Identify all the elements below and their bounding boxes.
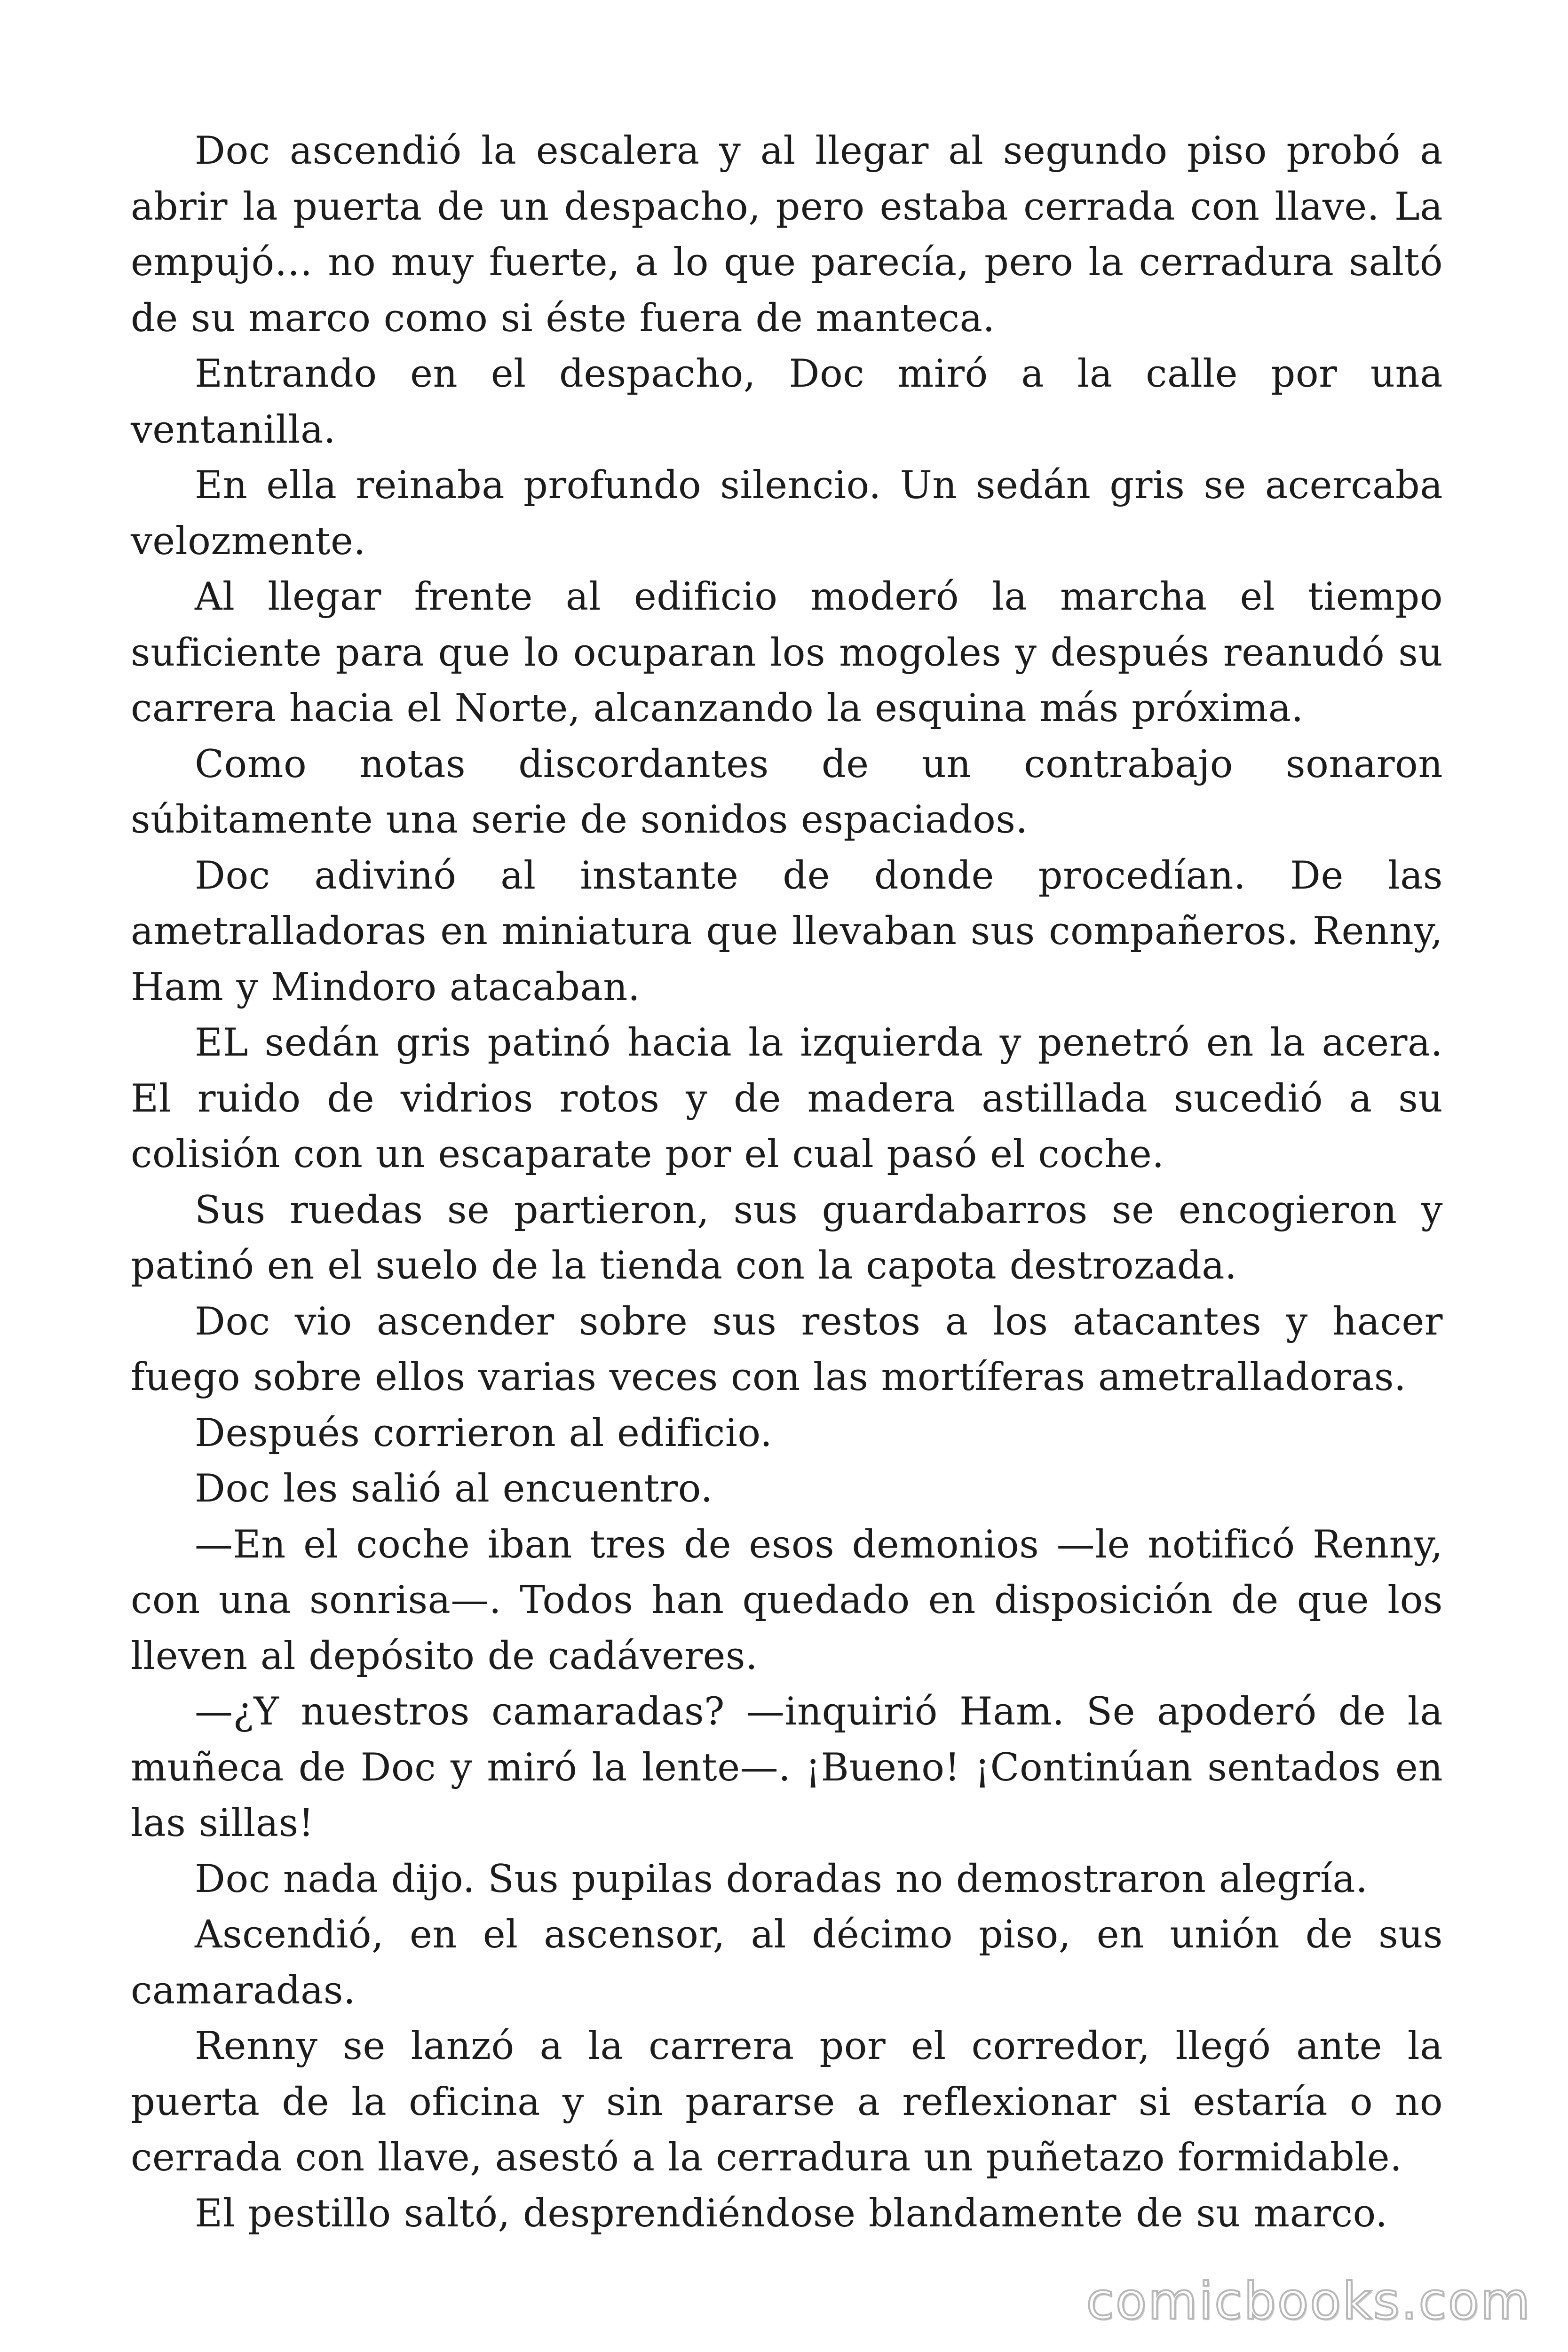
page-text — [131, 123, 1443, 2241]
paragraph: En ella reinaba profundo silencio. Un sedán gris se acercaba velozmente. — [131, 463, 1443, 564]
paragraph: Doc ascendió la escalera y al llegar al segundo piso probó a abrir la puerta de un despacho, pero estaba cerrada con llave. La empujó… no muy fuerte, a lo que parecía, pero la cerradura saltó de su marco como si éste fuera de manteca. — [131, 129, 1443, 341]
paragraph: EL sedán gris patinó hacia la izquierda y penetró en la acera. El ruido de vidrios rotos y de madera astillada sucedió a su colisión con un escaparate por el cual pasó el coche. — [131, 1021, 1443, 1176]
watermark: comicbooks.com — [1086, 2272, 1531, 2331]
paragraph: Ascendió, en el ascensor, al décimo piso, en unión de sus camaradas. — [131, 1913, 1443, 2013]
paragraph: El pestillo saltó, desprendiéndose blandamente de su marco. — [195, 2191, 1388, 2236]
paragraph: Sus ruedas se partieron, sus guardabarros se encogieron y patinó en el suelo de la tienda con la capota destrozada. — [131, 1188, 1443, 1288]
paragraph: Renny se lanzó a la carrera por el corredor, llegó ante la puerta de la oficina y sin pararse a reflexionar si estaría o no cerrada con llave, asestó a la cerradura un puñetazo formidable. — [131, 2024, 1443, 2180]
paragraph: Después corrieron al edificio. — [195, 1411, 773, 1455]
paragraph: Como notas discordantes de un contrabajo sonaron súbitamente una serie de sonidos espaciados. — [131, 742, 1443, 842]
paragraph: Doc vio ascender sobre sus restos a los atacantes y hacer fuego sobre ellos varias veces con las mortíferas ametralladoras. — [131, 1299, 1443, 1399]
paragraph: Doc nada dijo. Sus pupilas doradas no demostraron alegría. — [195, 1857, 1368, 1901]
paragraph: —En el coche iban tres de esos demonios —le notificó Renny, con una sonrisa—. Todos han quedado en disposición de que los lleven al depósito de cadáveres. — [131, 1522, 1443, 1678]
paragraph: Doc les salió al encuentro. — [195, 1467, 713, 1511]
paragraph: Entrando en el despacho, Doc miró a la calle por una ventanilla. — [131, 352, 1443, 452]
paragraph: Doc adivinó al instante de donde procedían. De las ametralladoras en miniatura que llevaban sus compañeros. Renny, Ham y Mindoro atacaban. — [131, 853, 1443, 1009]
paragraph: —¿Y nuestros camaradas? —inquirió Ham. Se apoderó de la muñeca de Doc y miró la lente—. ¡Bueno! ¡Continúan sentados en las sillas! — [131, 1690, 1443, 1845]
paragraph: Al llegar frente al edificio moderó la marcha el tiempo suficiente para que lo ocuparan los mogoles y después reanudó su carrera hacia el Norte, alcanzando la esquina más próxima. — [131, 575, 1443, 731]
